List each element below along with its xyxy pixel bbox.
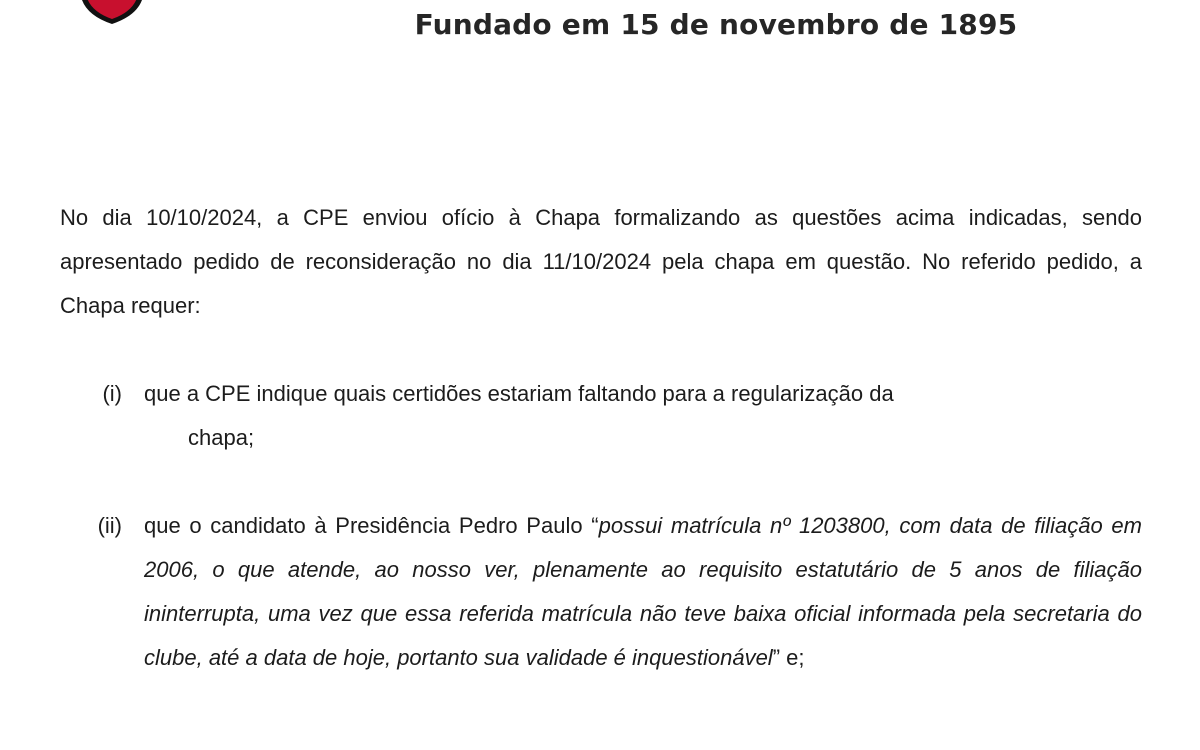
- list-item-number: (i): [102, 381, 122, 406]
- list-item-text-continuation: chapa;: [188, 425, 255, 450]
- intro-paragraph: No dia 10/10/2024, a CPE enviou ofício à Chapa formalizando as questões acima indicadas, sendo apresentado pedido de reconsideração no dia 11/10/2024 pela chapa em questão. No referido pedido, a Chapa requer:: [60, 205, 1142, 318]
- list-item: [60, 504, 1142, 680]
- list-item-text-line: que a CPE indique quais certidões estariam faltando para a regularização da: [144, 381, 894, 406]
- quoted-request: possui matrícula nº 1203800, com data de filiação em 2006, o que atende, ao nosso ver, plenamente ao requisito estatutário de 5 anos de filiação ininterrupta, uma vez que essa referida matrícula não teve baixa oficial informada pela secretaria do clube, até a data de hoje, portanto sua validade é inquestionável: [144, 513, 1142, 670]
- list-item-text: [144, 504, 1142, 680]
- list-item: [60, 372, 1142, 460]
- list-item-text-tail: ” e;: [772, 645, 805, 670]
- document-body: [60, 196, 1142, 680]
- list-item-text-plain: que o candidato à Presidência Pedro Paulo “: [144, 513, 599, 538]
- list-item-text: [144, 372, 1142, 460]
- list-item-number: (ii): [97, 513, 122, 538]
- club-founding-subtitle: Fundado em 15 de novembro de 1895: [414, 8, 1018, 41]
